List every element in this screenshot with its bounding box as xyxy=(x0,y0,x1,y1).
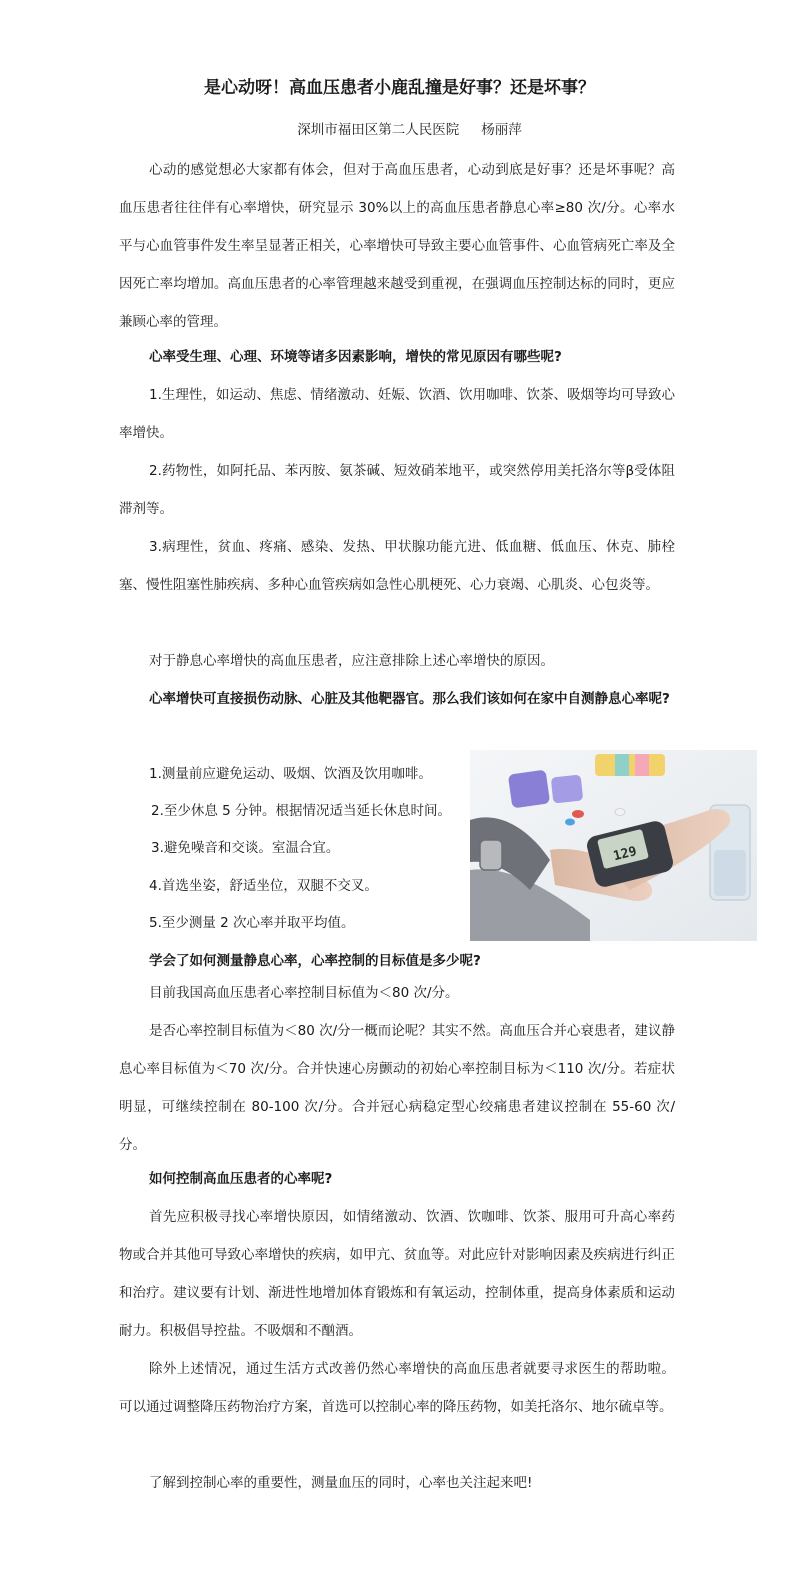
intro-paragraph: 心动的感觉想必大家都有体会，但对于高血压患者，心动到底是好事？还是坏事呢？高血压患者往往伴有心率增快，研究显示 30%以上的高血压患者静息心率≥80 次/分。心率水平与心血管事件发生率呈显著正相关，心率增快可导致主要心血管事件、心血管病死亡率及全因死亡率均增加。高血压患者的心率管理越来越受到重视，在强调血压控制达标的同时，更应兼顾心率的管理。 xyxy=(119,162,675,330)
control-paragraph-2: 除外上述情况，通过生活方式改善仍然心率增快的高血压患者就要寻求医生的帮助啦。可以通过调整降压药物治疗方案，首选可以控制心率的降压药物，如美托洛尔、地尔硫卓等。 xyxy=(119,1361,675,1415)
hospital-name: 深圳市福田区第二人民医院 xyxy=(297,122,460,138)
target-paragraph-1: 目前我国高血压患者心率控制目标值为＜80 次/分。 xyxy=(149,985,459,1001)
cause-note: 对于静息心率增快的高血压患者，应注意排除上述心率增快的原因。 xyxy=(149,653,554,669)
target-paragraph-2: 是否心率控制目标值为＜80 次/分一概而论呢？其实不然。高血压合并心衰患者，建议静息心率目标值为＜70 次/分。合并快速心房颤动的初始心率控制目标为＜110 次/分。若症状明显，可继续控制在 80-100 次/分。合并冠心病稳定型心绞痛患者建议控制在 55-60 次/分。 xyxy=(119,1023,675,1153)
cause-drug: 2.药物性，如阿托品、苯丙胺、氨茶碱、短效硝苯地平，或突然停用美托洛尔等β受体阻滞剂等。 xyxy=(119,463,675,517)
section1-heading: 心率受生理、心理、环境等诸多因素影响，增快的常见原因有哪些呢? xyxy=(149,349,562,365)
control-paragraph-1: 首先应积极寻找心率增快原因，如情绪激动、饮酒、饮咖啡、饮茶、服用可升高心率药物或合并其他可导致心率增快的疾病，如甲亢、贫血等。对此应针对影响因素及疾病进行纠正和治疗。建议要有计划、渐进性地增加体育锻炼和有氧运动，控制体重，提高身体素质和运动耐力。积极倡导控盐。不吸烟和不酗酒。 xyxy=(119,1209,675,1339)
measure-step-2: 2.至少休息 5 分钟。根据情况适当延长休息时间。 xyxy=(151,803,452,819)
cause-physiological: 1.生理性，如运动、焦虑、情绪激动、妊娠、饮酒、饮用咖啡、饮茶、吸烟等均可导致心率增快。 xyxy=(119,387,675,441)
section2-heading: 心率增快可直接损伤动脉、心脏及其他靶器官。那么我们该如何在家中自测静息心率呢? xyxy=(149,691,670,707)
measure-step-1: 1.测量前应避免运动、吸烟、饮酒及饮用咖啡。 xyxy=(149,766,432,782)
measure-step-3: 3.避免噪音和交谈。室温合宜。 xyxy=(151,840,340,856)
wrist-blood-pressure-monitor-photo-icon xyxy=(470,750,757,941)
section3-heading: 学会了如何测量静息心率，心率控制的目标值是多少呢? xyxy=(149,953,481,969)
measure-step-5: 5.至少测量 2 次心率并取平均值。 xyxy=(149,915,355,931)
wrist-monitor-photo xyxy=(470,750,757,941)
author-name: 杨丽萍 xyxy=(481,122,522,138)
measure-step-4: 4.首选坐姿，舒适坐位，双腿不交叉。 xyxy=(149,878,378,894)
article-title: 是心动呀！高血压患者小鹿乱撞是好事？还是坏事？ xyxy=(204,78,595,98)
byline xyxy=(0,120,799,140)
monitor-reading: 129 xyxy=(611,844,639,865)
closing-paragraph: 了解到控制心率的重要性，测量血压的同时，心率也关注起来吧! xyxy=(149,1475,533,1491)
cause-pathological: 3.病理性，贫血、疼痛、感染、发热、甲状腺功能亢进、低血糖、低血压、休克、肺栓塞、慢性阻塞性肺疾病、多种心血管疾病如急性心肌梗死、心力衰竭、心肌炎、心包炎等。 xyxy=(119,539,675,593)
section4-heading: 如何控制高血压患者的心率呢? xyxy=(149,1171,333,1187)
